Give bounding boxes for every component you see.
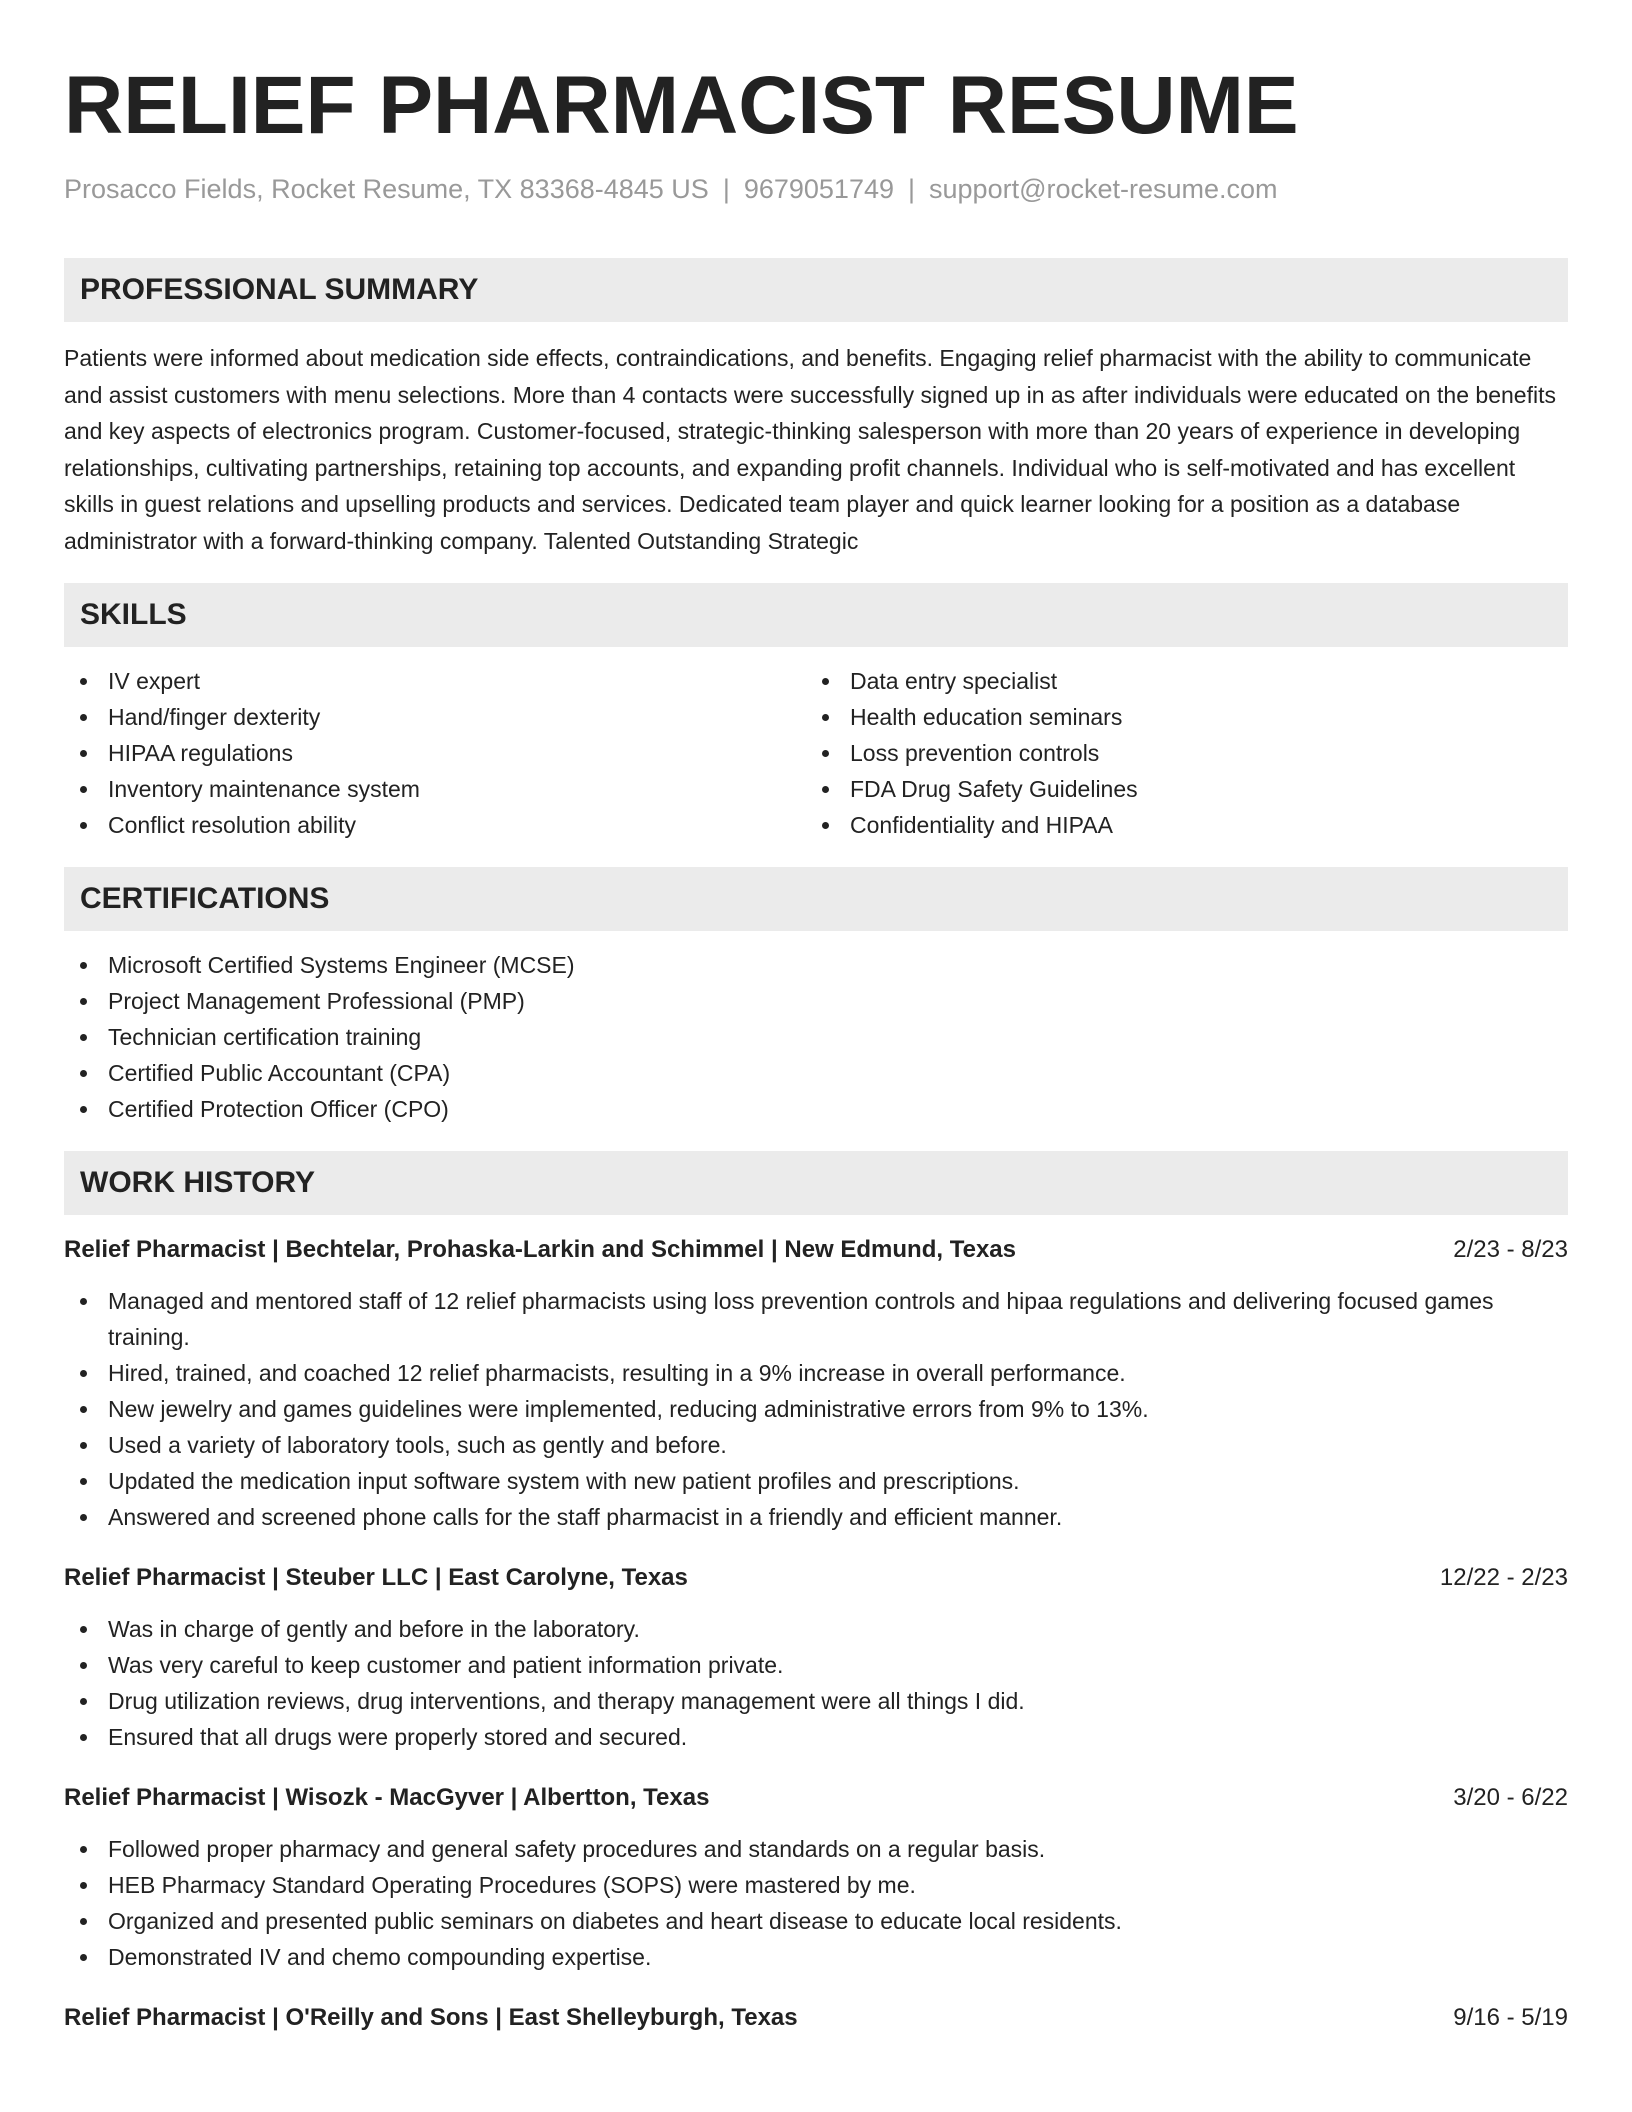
job-entry xyxy=(64,1781,1568,1975)
certifications-list xyxy=(64,947,1568,1127)
skill-item: Confidentiality and HIPAA xyxy=(806,807,1548,843)
certifications-heading: CERTIFICATIONS xyxy=(80,882,330,915)
job-bullet: Hired, trained, and coached 12 relief pharmacists, resulting in a 9% increase in overall performance. xyxy=(64,1355,1568,1391)
contact-separator: | xyxy=(908,174,916,204)
job-dates: 12/22 - 2/23 xyxy=(1439,1564,1568,1591)
job-header xyxy=(64,2001,1568,2035)
resume-title: RELIEF PHARMACIST RESUME xyxy=(64,60,1299,151)
job-bullet: Managed and mentored staff of 12 relief pharmacists using loss prevention controls and hipaa regulations and delivering focused games training. xyxy=(64,1283,1568,1355)
job-title: Relief Pharmacist | Steuber LLC | East Carolyne, Texas xyxy=(64,1564,688,1591)
skill-item: Health education seminars xyxy=(806,699,1548,735)
job-title: Relief Pharmacist | Bechtelar, Prohaska-Larkin and Schimmel | New Edmund, Texas xyxy=(64,1236,1016,1263)
job-bullets xyxy=(64,1831,1568,1975)
certification-item: Project Management Professional (PMP) xyxy=(64,983,1568,1019)
skill-item: Conflict resolution ability xyxy=(64,807,806,843)
job-bullet: Updated the medication input software system with new patient profiles and prescriptions. xyxy=(64,1463,1568,1499)
job-bullet: HEB Pharmacy Standard Operating Procedures (SOPS) were mastered by me. xyxy=(64,1867,1568,1903)
skill-item: Hand/finger dexterity xyxy=(64,699,806,735)
summary-section-header xyxy=(64,258,1568,322)
job-title: Relief Pharmacist | Wisozk - MacGyver | Albertton, Texas xyxy=(64,1784,710,1811)
skill-item: FDA Drug Safety Guidelines xyxy=(806,771,1548,807)
skills-column-right xyxy=(806,663,1548,843)
job-dates: 3/20 - 6/22 xyxy=(1453,1784,1568,1811)
skills-heading: SKILLS xyxy=(80,598,187,631)
job-bullet: Ensured that all drugs were properly stored and secured. xyxy=(64,1719,1568,1755)
skill-item: IV expert xyxy=(64,663,806,699)
contact-email: support@rocket-resume.com xyxy=(929,174,1278,204)
job-bullets xyxy=(64,1611,1568,1755)
skill-item: HIPAA regulations xyxy=(64,735,806,771)
job-dates: 9/16 - 5/19 xyxy=(1453,2004,1568,2031)
job-bullet: Organized and presented public seminars on diabetes and heart disease to educate local residents. xyxy=(64,1903,1568,1939)
skill-item: Data entry specialist xyxy=(806,663,1548,699)
job-dates: 2/23 - 8/23 xyxy=(1453,1236,1568,1263)
certifications-section-header xyxy=(64,867,1568,931)
certification-item: Certified Public Accountant (CPA) xyxy=(64,1055,1568,1091)
skill-item: Loss prevention controls xyxy=(806,735,1548,771)
job-bullets xyxy=(64,1283,1568,1535)
certification-item: Technician certification training xyxy=(64,1019,1568,1055)
job-bullet: Was in charge of gently and before in the laboratory. xyxy=(64,1611,1568,1647)
certification-item: Certified Protection Officer (CPO) xyxy=(64,1091,1568,1127)
skills-list xyxy=(64,663,1568,843)
job-bullet: Answered and screened phone calls for the staff pharmacist in a friendly and efficient manner. xyxy=(64,1499,1568,1535)
contact-address: Prosacco Fields, Rocket Resume, TX 83368-4845 US xyxy=(64,174,709,204)
job-bullet: Demonstrated IV and chemo compounding expertise. xyxy=(64,1939,1568,1975)
contact-line xyxy=(64,172,1568,206)
job-header xyxy=(64,1233,1568,1267)
work-section-header xyxy=(64,1151,1568,1215)
job-bullet: Followed proper pharmacy and general safety procedures and standards on a regular basis. xyxy=(64,1831,1568,1867)
summary-heading: PROFESSIONAL SUMMARY xyxy=(80,273,479,306)
skills-section-header xyxy=(64,583,1568,647)
job-bullet: Used a variety of laboratory tools, such as gently and before. xyxy=(64,1427,1568,1463)
job-header xyxy=(64,1781,1568,1815)
job-header xyxy=(64,1561,1568,1595)
skill-item: Inventory maintenance system xyxy=(64,771,806,807)
skills-column-left xyxy=(64,663,806,843)
job-bullet: Was very careful to keep customer and patient information private. xyxy=(64,1647,1568,1683)
job-bullet: New jewelry and games guidelines were implemented, reducing administrative errors from 9% to 13%. xyxy=(64,1391,1568,1427)
job-entry xyxy=(64,2001,1568,2035)
contact-phone: 9679051749 xyxy=(743,174,894,204)
certification-item: Microsoft Certified Systems Engineer (MCSE) xyxy=(64,947,1568,983)
contact-separator: | xyxy=(722,174,730,204)
summary-text: Patients were informed about medication side effects, contraindications, and benefits. Engaging relief pharmacist with the ability to communicate and assist customers with menu selections. More than 4 contacts were successfully signed up in as after individuals were educated on the benefits and key aspects of electronics program. Customer-focused, strategic-thinking salesperson with more than 20 years of experience in developing relationships, cultivating partnerships, retaining top accounts, and expanding profit channels. Individual who is self-motivated and has excellent skills in guest relations and upselling products and services. Dedicated team player and quick learner looking for a position as a database administrator with a forward-thinking company. Talented Outstanding Strategic xyxy=(64,345,1556,554)
job-entry xyxy=(64,1233,1568,1535)
work-heading: WORK HISTORY xyxy=(80,1166,316,1199)
job-bullet: Drug utilization reviews, drug interventions, and therapy management were all things I did. xyxy=(64,1683,1568,1719)
job-entry xyxy=(64,1561,1568,1755)
job-title: Relief Pharmacist | O'Reilly and Sons | East Shelleyburgh, Texas xyxy=(64,2004,798,2031)
